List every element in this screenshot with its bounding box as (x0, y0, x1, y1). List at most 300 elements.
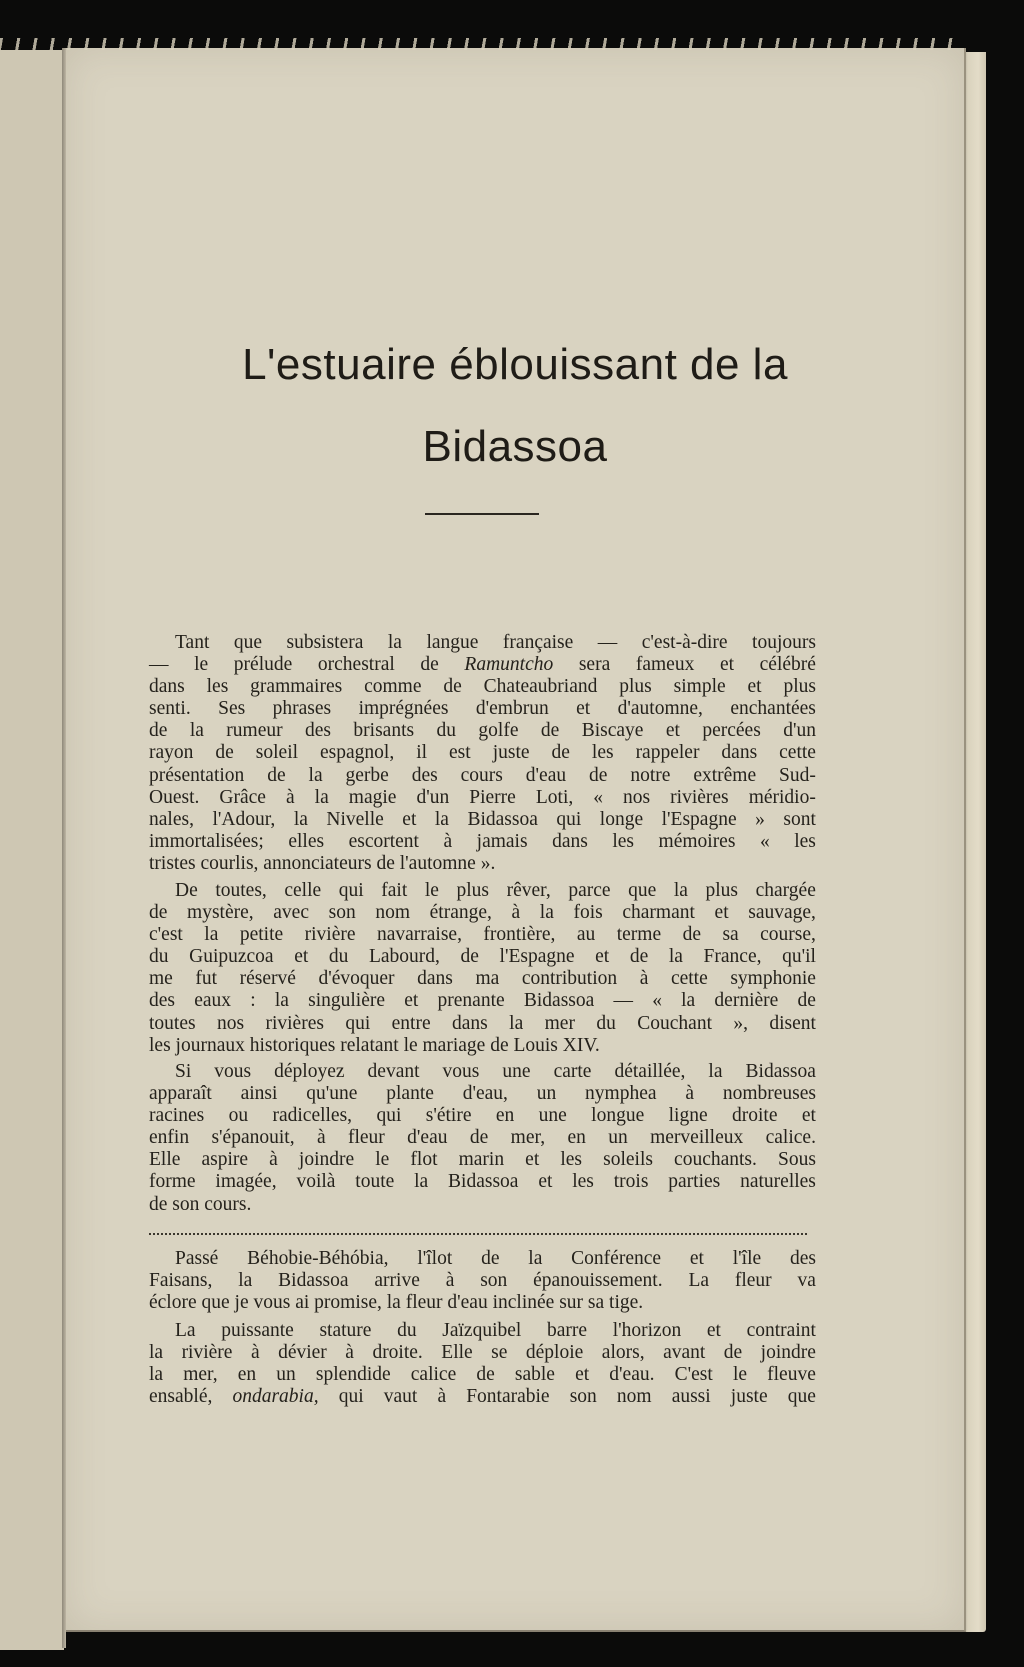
word: il (416, 742, 428, 764)
word: et (747, 676, 762, 698)
word: vous (214, 1061, 252, 1082)
word: d'automne, (617, 698, 703, 720)
word: du (328, 946, 349, 968)
word: mariage (422, 1034, 491, 1056)
word: alors, (601, 1342, 645, 1364)
word: navarraise, (376, 924, 462, 946)
word: rappeler (635, 742, 700, 764)
word: à (639, 968, 649, 990)
word: fleur (405, 1292, 448, 1314)
word: je (234, 1292, 254, 1314)
word: la (509, 1012, 524, 1034)
word: d'eau. (609, 1364, 655, 1386)
word: Pierre (469, 786, 516, 808)
word: d'embrun (475, 698, 549, 720)
word: sur (559, 1292, 588, 1314)
word: la (293, 808, 308, 830)
word: — (613, 990, 633, 1012)
word: promise, (314, 1292, 387, 1314)
word: de (443, 676, 462, 698)
word: Conférence (571, 1248, 662, 1269)
text-line (149, 632, 816, 654)
word: éclore (149, 1292, 202, 1314)
word: rivières (265, 1012, 324, 1034)
word: La (175, 1320, 196, 1341)
word: longue (591, 1105, 645, 1127)
word: à (437, 1386, 447, 1408)
word: subsistera (286, 632, 364, 653)
word: droite (732, 1105, 778, 1127)
word: Bidassoa (745, 1061, 816, 1082)
word: barre (546, 1320, 588, 1341)
word: celle (284, 880, 322, 901)
word: De (175, 880, 198, 901)
word: soleil (255, 742, 299, 764)
word: des (789, 1248, 816, 1269)
word: relatant (340, 1034, 404, 1056)
word: à (269, 1149, 278, 1171)
word: à (443, 830, 453, 852)
word: ligne (668, 1105, 708, 1127)
word: française (502, 632, 574, 653)
word: d'un (416, 786, 450, 808)
word: joindre (760, 1342, 816, 1364)
word: les (794, 830, 816, 852)
word: la (238, 1270, 253, 1292)
word: son (480, 1270, 508, 1292)
word: extrême (693, 764, 757, 786)
word: qui (345, 1012, 371, 1034)
word: Passé (175, 1248, 219, 1269)
word: et (714, 902, 729, 924)
word: et (402, 808, 417, 830)
word: à (511, 902, 521, 924)
word: Couchant (637, 1012, 712, 1034)
word: fleur (347, 1127, 385, 1149)
word: disent (769, 1012, 816, 1034)
word: la (386, 1292, 406, 1314)
word: les (149, 1034, 176, 1056)
word: fut (195, 968, 218, 990)
word: qu'une (306, 1083, 358, 1105)
word: d'eau (447, 1292, 493, 1314)
word: l'île (732, 1248, 762, 1269)
word: mer, (510, 1127, 546, 1149)
word: Béhobie-Béhóbia, (247, 1248, 389, 1269)
word: Biscaye (581, 720, 644, 742)
word: forme (149, 1171, 196, 1193)
word: inclinée (492, 1292, 560, 1314)
paragraph-5 (149, 1320, 816, 1408)
word: en (237, 1364, 257, 1386)
word: Fontarabie (466, 1386, 550, 1408)
word: XIV. (562, 1034, 605, 1056)
text-line (149, 654, 816, 676)
word: des (411, 764, 438, 786)
word: entre (391, 1012, 431, 1034)
word: de (797, 990, 816, 1012)
word: mer (544, 1012, 575, 1034)
word: toutes (149, 1012, 196, 1034)
word: que (201, 1292, 235, 1314)
word: du (149, 946, 169, 968)
text-line (149, 1194, 816, 1216)
word: racines (149, 1105, 205, 1127)
article-title-line-1: L'estuaire éblouissant de la (242, 340, 788, 389)
word: nos (216, 1012, 245, 1034)
word: rêver, (506, 880, 551, 901)
word: Bidassoa (467, 808, 538, 830)
word: charmant (622, 902, 695, 924)
text-line (149, 1083, 816, 1105)
word: immortalisées; (149, 830, 264, 852)
word: réservé (239, 968, 296, 990)
word: détaillée, (614, 1061, 686, 1082)
word: vous (253, 1292, 296, 1314)
word: juste (730, 1386, 768, 1408)
word: son (172, 1193, 205, 1215)
word: Elle (149, 1149, 181, 1171)
word: dans (721, 742, 758, 764)
word: de (420, 654, 439, 676)
word: de (540, 720, 560, 742)
word: de (682, 924, 701, 946)
word: cours. (204, 1193, 257, 1215)
word: de (723, 1342, 743, 1364)
word: gerbe (345, 764, 389, 786)
word: trois (613, 1171, 649, 1193)
word: la (149, 1342, 164, 1364)
word: imagée, (215, 1171, 277, 1193)
word: méridio- (748, 786, 816, 808)
word: de (629, 946, 649, 968)
title-divider (425, 513, 539, 515)
word: et (404, 990, 419, 1012)
word: voilà (296, 1171, 336, 1193)
word: contribution (521, 968, 618, 990)
word: sont (783, 808, 816, 830)
word: stature (319, 1320, 372, 1341)
word: petite (239, 924, 284, 946)
word: qui (338, 880, 364, 901)
text-line (149, 1342, 816, 1364)
word: tige. (609, 1292, 649, 1314)
text-line (149, 990, 816, 1012)
word: rivière (181, 1342, 233, 1364)
word: dans (552, 830, 588, 852)
word: nom (616, 1386, 652, 1408)
word: nom (375, 902, 410, 924)
text-line (149, 1270, 816, 1292)
word: la (274, 990, 289, 1012)
text-line (149, 1171, 816, 1193)
word: soleils (603, 1149, 653, 1171)
text-line (149, 1386, 816, 1408)
word: courlis, (200, 852, 264, 874)
word: naturelles (740, 1171, 816, 1193)
word: imprégnées (358, 698, 449, 720)
word: dans (452, 1012, 488, 1034)
word: un (536, 1083, 557, 1105)
word: fait (381, 880, 408, 901)
word: — (149, 654, 169, 676)
word: dans (149, 676, 185, 698)
word: journaux (175, 1034, 250, 1056)
word: fameux (635, 654, 695, 676)
word: parce (568, 880, 611, 901)
word: comme (364, 676, 422, 698)
word: plus (619, 676, 652, 698)
word: un (608, 1127, 628, 1149)
word: Nivelle (326, 808, 384, 830)
word: dernière (714, 990, 779, 1012)
word: parties (668, 1171, 721, 1193)
word: la (189, 720, 204, 742)
word: magie (348, 786, 397, 808)
word: droite. (372, 1342, 423, 1364)
word: une (538, 1105, 567, 1127)
word: dans (417, 968, 453, 990)
word: longe (599, 808, 644, 830)
paragraph-2 (149, 880, 816, 1057)
text-line (149, 1013, 816, 1035)
word: et (294, 946, 309, 968)
word: puissante (221, 1320, 294, 1341)
word: marin (458, 1149, 505, 1171)
word: la (434, 808, 449, 830)
word: et (801, 1105, 816, 1127)
word: de (481, 1248, 500, 1269)
word: vaut (383, 1386, 418, 1408)
word: historiques (249, 1034, 341, 1056)
word: mer, (183, 1364, 218, 1386)
word: golfe (478, 720, 519, 742)
word: toutes, (215, 880, 267, 901)
word: sera (578, 654, 611, 676)
word: c'est-à-dire (641, 632, 728, 653)
word: Guipuzcoa (189, 946, 274, 968)
word: « (652, 990, 662, 1012)
book-gutter (62, 48, 66, 1648)
word: mystère, (187, 902, 254, 924)
word: Elle (441, 1342, 473, 1364)
word: à (685, 1083, 694, 1105)
text-line (149, 698, 816, 720)
word: « (593, 786, 604, 808)
word: phrases (272, 698, 332, 720)
word: étrange, (429, 902, 492, 924)
word: est (449, 742, 471, 764)
word: Bidassoa (448, 1171, 519, 1193)
word: singulière (308, 990, 386, 1012)
word: et (538, 1171, 553, 1193)
word: mémoires (658, 830, 736, 852)
word: en (567, 1127, 586, 1149)
word: la (149, 1364, 164, 1386)
word: prenante (437, 990, 505, 1012)
text-line (149, 1035, 816, 1057)
word: l'îlot (417, 1248, 453, 1269)
word: l'Espagne (661, 808, 737, 830)
word: brisants (353, 720, 415, 742)
text-line (149, 831, 816, 853)
word: la (708, 1061, 723, 1082)
word: merveilleux (650, 1127, 744, 1149)
word: simple (673, 676, 726, 698)
word: symphonie (730, 968, 816, 990)
word: Sous (778, 1149, 816, 1171)
word: cette (670, 968, 708, 990)
word: et (595, 946, 610, 968)
word: me (149, 968, 173, 990)
word: s'étire (425, 1105, 472, 1127)
word: langue (426, 632, 479, 653)
word: et (576, 698, 591, 720)
word: Bidassoa (523, 990, 595, 1012)
word: de (149, 720, 168, 742)
word: la (673, 880, 688, 901)
word: Si (175, 1061, 192, 1082)
word: les (560, 1149, 583, 1171)
text-line (149, 742, 816, 764)
word: le (732, 1364, 748, 1386)
word: la (681, 990, 696, 1012)
paragraph-4 (149, 1248, 816, 1314)
word: que (233, 632, 263, 653)
word: ainsi (240, 1083, 278, 1105)
word: Ses (218, 698, 246, 720)
text-line (149, 765, 816, 787)
text-line (149, 902, 816, 924)
word: la (308, 764, 323, 786)
word: dévier (278, 1342, 327, 1364)
word: et (689, 1248, 704, 1269)
word: tristes (149, 852, 201, 874)
word: la (539, 902, 554, 924)
word: ». (480, 852, 501, 874)
word: percées (702, 720, 761, 742)
word: de (460, 946, 479, 968)
text-line (149, 1248, 816, 1270)
word: calice (410, 1364, 457, 1386)
text-line (149, 1127, 816, 1149)
word: se (491, 1342, 508, 1364)
word: Chateaubriand (483, 676, 598, 698)
word: elles (288, 830, 325, 852)
word: devant (367, 1061, 420, 1082)
word: Jaïzquibel (442, 1320, 522, 1341)
word: senti. (149, 698, 191, 720)
word: avant (663, 1342, 706, 1364)
word: l'horizon (612, 1320, 682, 1341)
word: la (204, 924, 219, 946)
text-line (149, 1149, 816, 1171)
word: la (528, 1248, 543, 1269)
word: au (576, 924, 596, 946)
text-line (149, 1105, 816, 1127)
word: toujours (752, 632, 816, 653)
word: à (345, 1342, 354, 1364)
word: terme (616, 924, 662, 946)
word: rayon (149, 742, 194, 764)
word: plante (386, 1083, 434, 1105)
word: Louis (513, 1034, 563, 1056)
text-line (149, 946, 816, 968)
word: d'un (783, 720, 816, 742)
word: du (397, 1320, 417, 1341)
word: des (305, 720, 332, 742)
word: de (476, 1364, 495, 1386)
word: apparaît (149, 1083, 212, 1105)
word: annonciateurs (263, 852, 377, 874)
word: d'évoquer (318, 968, 395, 990)
word: sauvage, (748, 902, 816, 924)
word: Faisans, (149, 1270, 213, 1292)
word: son (328, 902, 356, 924)
word: célébré (759, 654, 816, 676)
word: que (628, 880, 657, 901)
word: Labourd, (368, 946, 440, 968)
word: escortent (348, 830, 419, 852)
section-separator-dots (149, 1233, 807, 1235)
word: le (403, 1034, 423, 1056)
deckle-edge (0, 38, 960, 50)
word: cours (460, 764, 503, 786)
word: nos (623, 786, 651, 808)
word: une (502, 1061, 531, 1082)
word: plus (783, 676, 816, 698)
word: Sud- (779, 764, 816, 786)
word: que (787, 1386, 816, 1408)
word: le (194, 654, 209, 676)
word: les (206, 676, 229, 698)
word: : (250, 990, 256, 1012)
word: s'épanouit, (211, 1127, 295, 1149)
word: fleuve (767, 1364, 816, 1386)
word: les (612, 830, 635, 852)
word: chargée (755, 880, 816, 901)
word: — (597, 632, 618, 653)
word: course, (760, 924, 816, 946)
word: les (591, 742, 614, 764)
word: la (387, 632, 402, 653)
word: déploie (525, 1342, 584, 1364)
word: de (551, 742, 570, 764)
word: flot (410, 1149, 438, 1171)
text-line (149, 880, 816, 902)
word: présentation (149, 764, 245, 786)
word: un (276, 1364, 296, 1386)
word: qui (338, 1386, 364, 1408)
word: et (575, 1364, 590, 1386)
word: d'eau (407, 1127, 448, 1149)
word: calice. (765, 1127, 816, 1149)
word: qu'il (782, 946, 816, 968)
word: la (668, 946, 683, 968)
word: déployez (274, 1061, 345, 1082)
word: à (250, 1342, 260, 1364)
word: espagnol, (320, 742, 395, 764)
word: eaux (194, 990, 232, 1012)
word: et (706, 1320, 721, 1341)
word: prélude (233, 654, 293, 676)
word: » (755, 808, 765, 830)
text-line (149, 853, 816, 875)
word: contraint (746, 1320, 816, 1341)
word: enchantées (730, 698, 816, 720)
word: fois (573, 902, 603, 924)
word: ai (295, 1292, 315, 1314)
